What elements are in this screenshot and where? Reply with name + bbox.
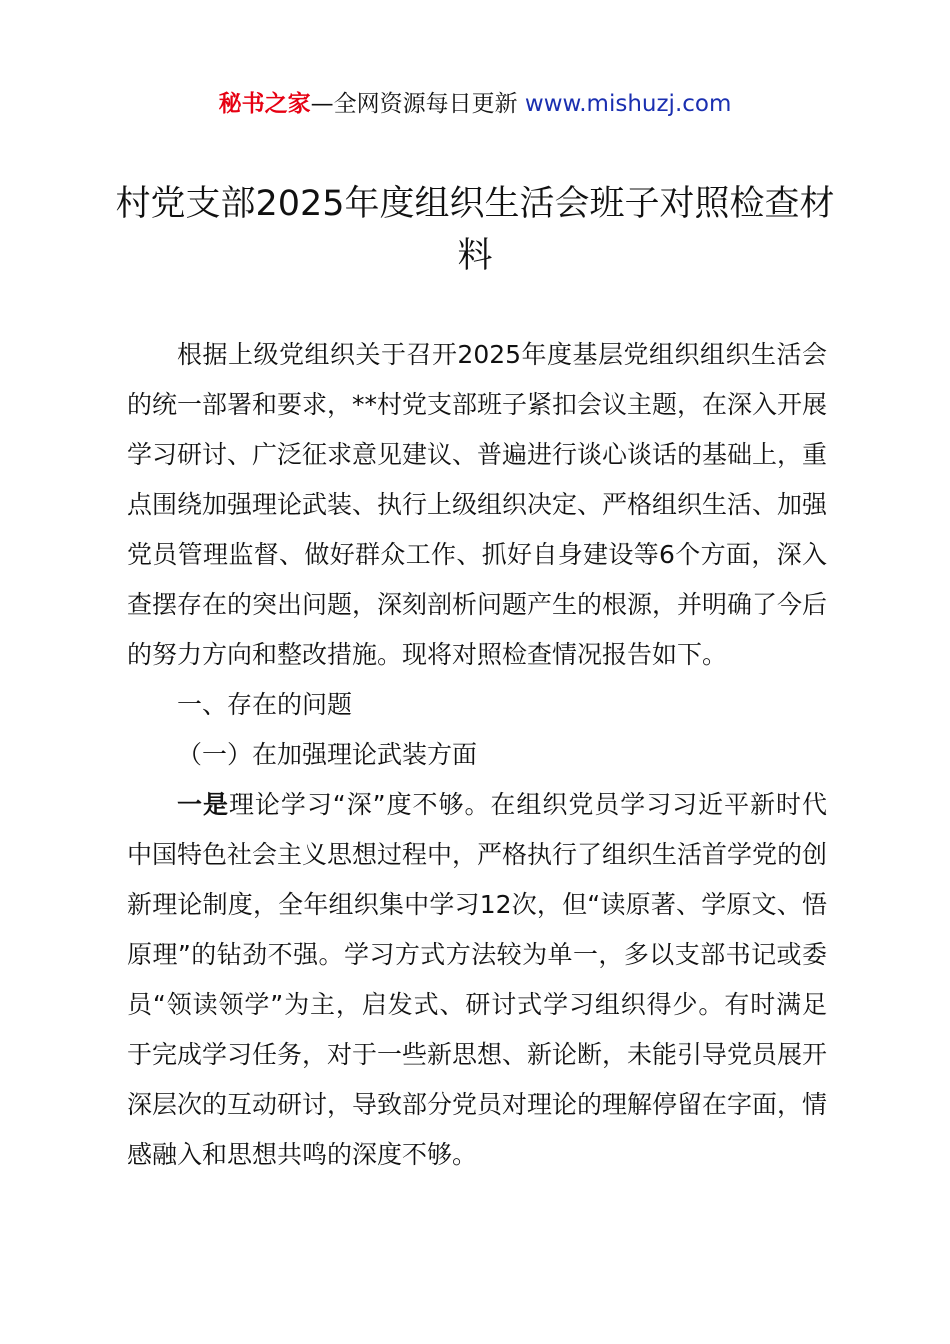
site-url-link[interactable]: www.mishuzj.com bbox=[524, 91, 732, 117]
section-heading-problems: 一、存在的问题 bbox=[177, 690, 353, 719]
document-title: 村党支部2025年度组织生活会班子对照检查材料 bbox=[115, 184, 835, 276]
point-text: 理论学习“深”度不够。在组织党员学习习近平新时代中国特色社会主义思想过程中，严格执行了组织生活首学党的创新理论制度，全年组织集中学习12次，但“读原著、学原文、悟原理”的钻劲不强。学习方式方法较为单一，多以支部书记或委员“领读领学”为主，启发式、研讨式学习组织得少。有时满足于完成学习任务，对于一些新思想、新论断，未能引导党员展开深层次的互动研讨，导致部分党员对理论的理解停留在字面，情感融入和思想共鸣的深度不够。 bbox=[127, 790, 828, 1169]
subsection-heading-theory: （一）在加强理论武装方面 bbox=[177, 740, 478, 769]
point-lead: 一是 bbox=[177, 790, 229, 819]
brand-name: 秘书之家 bbox=[218, 91, 311, 117]
header-tagline: —全网资源每日更新 bbox=[310, 91, 525, 117]
point-paragraph bbox=[127, 780, 827, 1180]
document-body bbox=[127, 330, 827, 1180]
site-header bbox=[0, 88, 950, 120]
intro-paragraph: 根据上级党组织关于召开2025年度基层党组织组织生活会的统一部署和要求，**村党支部班子紧扣会议主题，在深入开展学习研讨、广泛征求意见建议、普遍进行谈心谈话的基础上，重点围绕加强理论武装、执行上级组织决定、严格组织生活、加强党员管理监督、做好群众工作、抓好自身建设等6个方面，深入查摆存在的突出问题，深刻剖析问题产生的根源，并明确了今后的努力方向和整改措施。现将对照检查情况报告如下。 bbox=[127, 340, 828, 669]
